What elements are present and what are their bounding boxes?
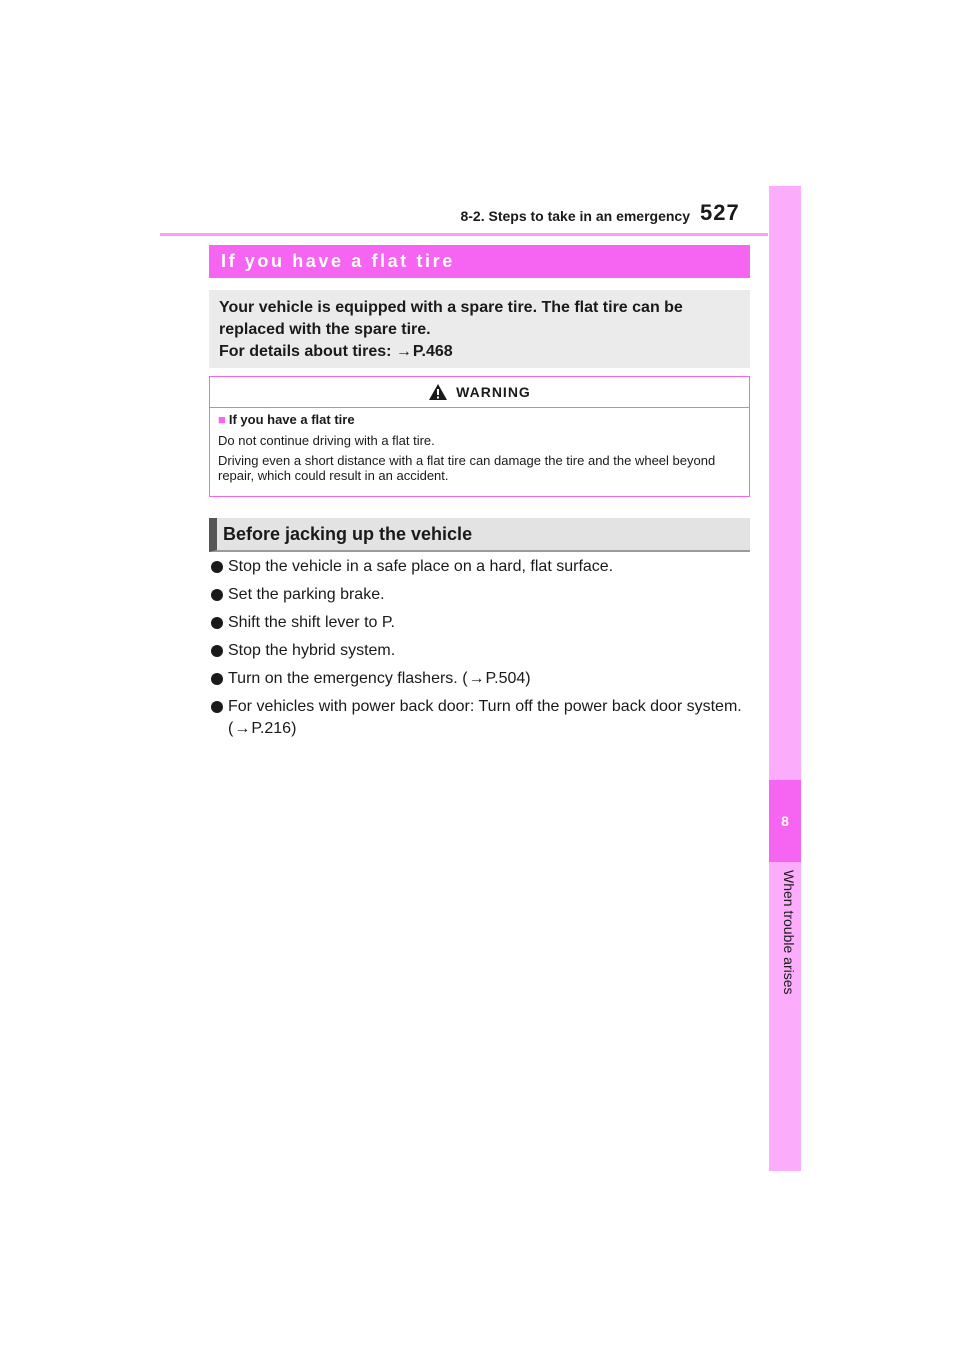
bullet-icon — [211, 673, 223, 685]
warning-subheading-text: If you have a flat tire — [228, 412, 355, 427]
page-reference-link[interactable]: P.216 — [251, 720, 292, 737]
bullet-icon — [211, 617, 223, 629]
intro-prefix: For details about tires: — [219, 343, 396, 360]
step-text-end: ) — [291, 720, 297, 737]
bullet-icon — [211, 589, 223, 601]
chapter-tab-number: 8 — [769, 780, 801, 862]
intro-line: Your vehicle is equipped with a spare tire. The flat tire can be — [219, 299, 683, 316]
warning-paragraph: Driving even a short distance with a flat tire can damage the tire and the wheel beyond repair, which could result in an accident. — [218, 453, 716, 483]
step-text: Shift the shift lever to P. — [228, 614, 395, 631]
bullet-icon — [211, 701, 223, 713]
step-text: Stop the vehicle in a safe place on a hard, flat surface. — [228, 558, 614, 575]
chapter-tab-label: When trouble arises — [781, 870, 797, 995]
intro-line: replaced with the spare tire. — [219, 321, 431, 338]
warning-header — [210, 377, 749, 408]
step-text: Stop the hybrid system. — [228, 642, 396, 659]
page-reference-link[interactable]: P.468 — [412, 343, 453, 360]
step-text: Turn on the emergency flashers. ( — [228, 670, 468, 687]
list-item — [209, 640, 754, 662]
steps-list — [209, 556, 754, 746]
bullet-icon — [211, 645, 223, 657]
bullet-icon — [211, 561, 223, 573]
step-text: Set the parking brake. — [228, 586, 385, 603]
warning-subheading — [218, 412, 741, 427]
intro-box — [209, 290, 750, 368]
page-reference-link[interactable]: P.504 — [485, 670, 526, 687]
section-title: If you have a flat tire — [209, 245, 750, 278]
step-text: For vehicles with power back door: Turn off the power back door system. ( — [228, 698, 742, 737]
list-item — [209, 696, 754, 740]
step-text-end: ) — [525, 670, 531, 687]
intro-line — [219, 341, 740, 363]
warning-body — [210, 408, 749, 492]
list-item — [209, 584, 754, 606]
arrow-icon: → — [468, 670, 485, 687]
arrow-icon: → — [234, 720, 251, 737]
list-item — [209, 612, 754, 634]
warning-icon — [428, 383, 448, 401]
warning-title: WARNING — [456, 384, 531, 400]
warning-paragraph: Do not continue driving with a flat tire. — [218, 433, 435, 448]
list-item — [209, 556, 754, 578]
chapter-title: 8-2. Steps to take in an emergency — [460, 208, 690, 224]
page-number: 527 — [700, 200, 740, 225]
square-bullet-icon: ■ — [218, 412, 226, 427]
subsection-title: Before jacking up the vehicle — [209, 518, 750, 552]
warning-box — [209, 376, 750, 497]
arrow-icon: → — [395, 343, 412, 360]
list-item — [209, 668, 754, 690]
header-divider — [160, 233, 768, 236]
